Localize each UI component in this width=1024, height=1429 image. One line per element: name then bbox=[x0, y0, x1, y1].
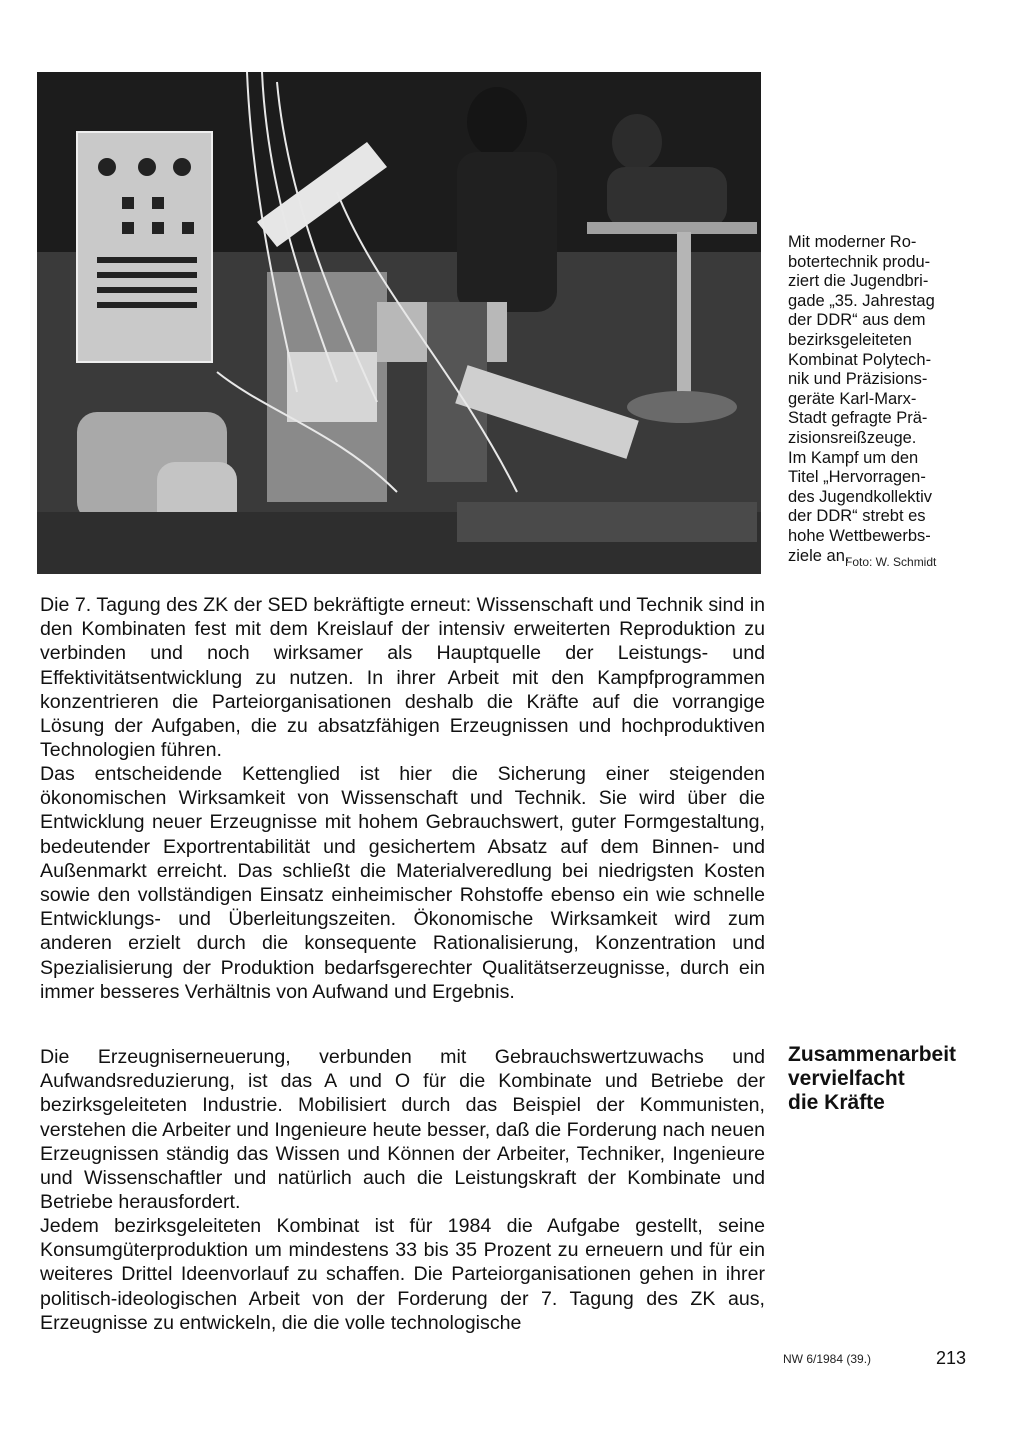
issue-reference: NW 6/1984 (39.) bbox=[783, 1352, 872, 1366]
paragraph-3: Die Erzeugniserneuerung, verbunden mit Gebrauchswertzuwachs und Aufwandsreduzierung, ist das A und O für die Kombinate und Betriebe der bezirksgeleiteten Industrie. Mobilisiert durch das Beispiel der Kommunisten, verstehen die Arbeiter und Ingenieure heute besser, daß die Forderung nach neuen Erzeugnissen ständig das Wissen und Können der Arbeiter, Techniker, Ingenieure und Wissenschaftler und natürlich auch die Leistungskraft der Kombinate und Betriebe herausfordert. bbox=[40, 1046, 765, 1214]
paragraph-1: Die 7. Tagung des ZK der SED bekräftigte erneut: Wissenschaft und Technik sind in den Kombinaten fest mit dem Kreislauf der intensiv erweiterten Reproduktion zu verbinden und noch wirksamer als Hauptquelle der Leistungs- und Effektivitätsentwicklung zu nutzen. In ihrer Arbeit mit den Kampfprogrammen konzentrieren die Parteiorganisationen deshalb die Kräfte auf die vorrangige Lösung der Aufgaben, die zu absatzfähigen Erzeugnissen und hochproduktiven Technologien führen. bbox=[40, 594, 765, 762]
page-number: 213 bbox=[936, 1348, 967, 1368]
photo-machinery-workers bbox=[37, 72, 761, 574]
side-heading: Zusammenarbeit vervielfacht die Kräfte bbox=[788, 1043, 957, 1114]
photo-caption: Mit moderner Ro- botertechnik produ- ziert die Jugendbri- gade „35. Jahrestag der DDR“ aus dem bezirksgeleiteten Kombinat Polytech- nik und Präzisions- geräte Karl-Marx- Stadt gefragte Prä- zisionsreißzeuge. Im Kampf um den Titel „Hervorragen- des Jugendkollektiv der DDR“ strebt es hohe Wettbewerbs- ziele an. bbox=[788, 233, 935, 565]
paragraph-2: Das entscheidende Kettenglied ist hier die Sicherung einer steigenden ökonomischen Wirksamkeit von Wissenschaft und Technik. Sie wird über die Entwicklung neuer Erzeugnisse mit hohem Gebrauchswert, guter Formgestaltung, bedeutender Exportrentabilität und gesichertem Absatz auf dem Binnen- und Außenmarkt erreicht. Das schließt die Materialveredlung bei niedrigsten Kosten sowie den vollständigen Einsatz einheimischer Rohstoffe ebenso ein wie schnelle Entwicklungs- und Überleitungszeiten. Ökonomische Wirksamkeit wird zum anderen erzielt durch die konsequente Rationalisierung, Konzentration und Spezialisierung der Produktion bedarfsgerechter Qualitätserzeugnisse, durch ein immer besseres Verhältnis von Aufwand und Ergebnis. bbox=[40, 763, 765, 1003]
paragraph-4: Jedem bezirksgeleiteten Kombinat ist für 1984 die Aufgabe gestellt, seine Konsumgüterproduktion um mindestens 33 bis 35 Prozent zu erneuern und für ein weiteres Drittel Ideenvorlauf zu schaffen. Die Parteiorganisationen gehen in ihrer politisch-ideologischen Arbeit von der Forderung der 7. Tagung des ZK aus, Erzeugnisse zu entwickeln, die die volle technologische bbox=[40, 1215, 765, 1334]
photo-graphic bbox=[37, 72, 761, 574]
photo-credit: Foto: W. Schmidt bbox=[845, 555, 937, 569]
